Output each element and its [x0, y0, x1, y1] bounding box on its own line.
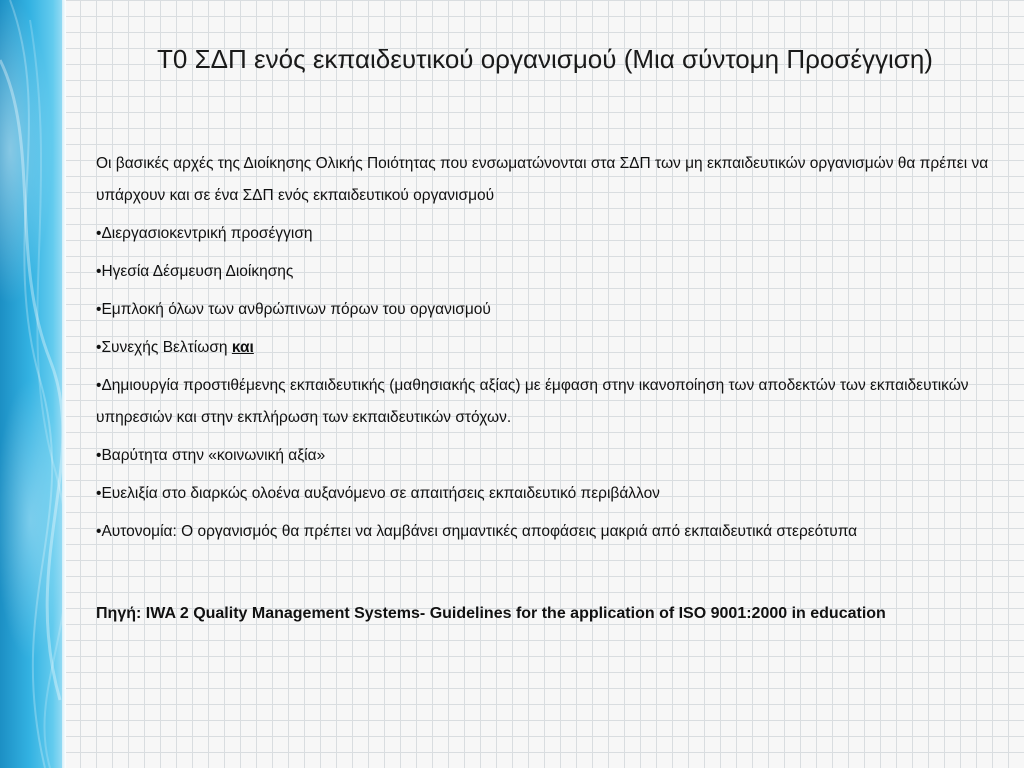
bullet-text: Βαρύτητα στην «κοινωνική αξία»: [101, 447, 326, 464]
bullet-text: Αυτονομία: Ο οργανισμός θα πρέπει να λαμβάνει σημαντικές αποφάσεις μακριά από εκπαιδευτικά στερεότυπα: [101, 523, 858, 540]
sidebar-edge: [62, 0, 66, 768]
bullet-text: Διεργασιοκεντρική προσέγγιση: [101, 225, 313, 242]
bullet-text: Συνεχής Βελτίωση: [101, 339, 232, 356]
bullet-item: [96, 256, 996, 288]
bullet-emphasis: και: [231, 339, 254, 356]
bullet-marker: •: [96, 301, 102, 318]
bullet-marker: •: [96, 263, 102, 280]
bullet-item: [96, 516, 996, 548]
source-citation: Πηγή: IWA 2 Quality Management Systems- Guidelines for the application of ISO 9001:2000 in education: [96, 605, 886, 622]
bullet-text: Ηγεσία Δέσμευση Διοίκησης: [101, 263, 294, 280]
bullet-item: [96, 440, 996, 472]
bullet-item: [96, 478, 996, 510]
intro-paragraph: Οι βασικές αρχές της Διοίκησης Ολικής Ποιότητας που ενσωματώνονται στα ΣΔΠ των μη εκπαιδευτικών οργανισμών θα πρέπει να υπάρχουν και σε ένα ΣΔΠ ενός εκπαιδευτικού οργανισμού: [96, 155, 989, 204]
bullet-item: [96, 294, 996, 326]
bullet-item: [96, 332, 996, 364]
bullet-text: Ευελιξία στο διαρκώς ολοένα αυξανόμενο σε απαιτήσεις εκπαιδευτικό περιβάλλον: [101, 485, 660, 502]
slide-content: [96, 148, 996, 554]
bullet-marker: •: [96, 523, 102, 540]
bullet-item: [96, 370, 996, 434]
decorative-sidebar: [0, 0, 66, 768]
bullet-marker: •: [96, 447, 102, 464]
bullet-text: Δημιουργία προστιθέμενης εκπαιδευτικής (μαθησιακής αξίας) με έμφαση στην ικανοποίηση των αποδεκτών των εκπαιδευτικών υπηρεσιών και στην εκπλήρωση των εκπαιδευτικών στόχων.: [96, 377, 969, 426]
sidebar-wave-pattern: [0, 0, 66, 768]
bullet-item: [96, 218, 996, 250]
bullet-text: Εμπλοκή όλων των ανθρώπινων πόρων του οργανισμού: [101, 301, 491, 318]
bullet-marker: •: [96, 225, 102, 242]
bullet-marker: •: [96, 339, 102, 356]
slide-title: Τ0 ΣΔΠ ενός εκπαιδευτικού οργανισμού (Μια σύντομη Προσέγγιση): [157, 44, 933, 74]
bullet-marker: •: [96, 377, 102, 394]
bullet-marker: •: [96, 485, 102, 502]
